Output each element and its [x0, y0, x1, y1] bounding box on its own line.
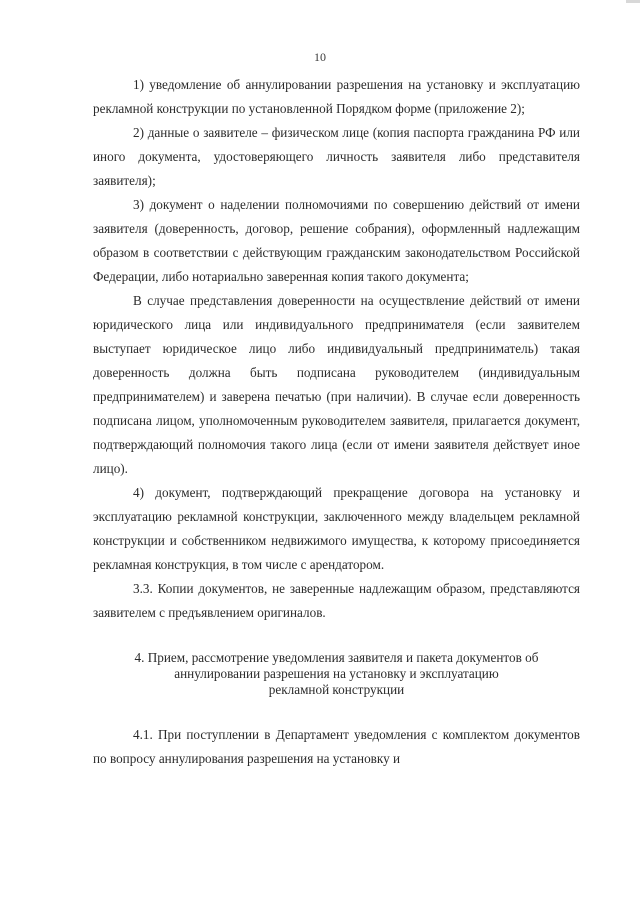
section-heading-line-3: рекламной конструкции — [268, 682, 405, 697]
page-number: 10 — [314, 50, 326, 64]
paragraph-item-4: 4) документ, подтверждающий прекращение договора на установку и эксплуатацию рекламной конструкции, заключенного между владельцем рекламной конструкции и собственником недвижимого имущества, к которому присоединяется рекламная конструкция, в том числе с арендатором. — [93, 485, 580, 572]
paragraph-item-1: 1) уведомление об аннулировании разрешения на установку и эксплуатацию рекламной конструкции по установленной Порядком форме (приложение 2); — [93, 77, 580, 116]
scan-artifact — [626, 0, 640, 3]
section-heading — [93, 650, 580, 698]
paragraph-4-1: 4.1. При поступлении в Департамент уведомления с комплектом документов по вопросу аннулирования разрешения на установку и — [93, 727, 580, 766]
paragraph-item-3: 3) документ о наделении полномочиями по совершению действий от имени заявителя (доверенность, договор, решение собрания), оформленный надлежащим образом в соответствии с действующим гражданским законодательством Российской Федерации, либо нотариально заверенная копия такого документа; — [93, 197, 580, 284]
section-heading-line-1: 4. Прием, рассмотрение уведомления заявителя и пакета документов об — [134, 650, 539, 665]
paragraph-item-2: 2) данные о заявителе – физическом лице (копия паспорта гражданина РФ или иного документа, удостоверяющего личность заявителя либо представителя заявителя); — [93, 125, 580, 188]
document-body — [93, 73, 580, 771]
paragraph-power-of-attorney: В случае представления доверенности на осуществление действий от имени юридического лица или индивидуального предпринимателя (если заявителем выступает юридическое лицо либо индивидуальный предприниматель) такая доверенность должна быть подписана руководителем (индивидуальным предпринимателем) и заверена печатью (при наличии). В случае если доверенность подписана лицом, уполномоченным руководителем заявителя, прилагается документ, подтверждающий полномочия такого лица (если от имени заявителя действует иное лицо). — [93, 293, 580, 476]
paragraph-3-3: 3.3. Копии документов, не заверенные надлежащим образом, представляются заявителем с предъявлением оригиналов. — [93, 581, 580, 620]
section-heading-line-2: аннулировании разрешения на установку и эксплуатацию — [174, 666, 499, 681]
